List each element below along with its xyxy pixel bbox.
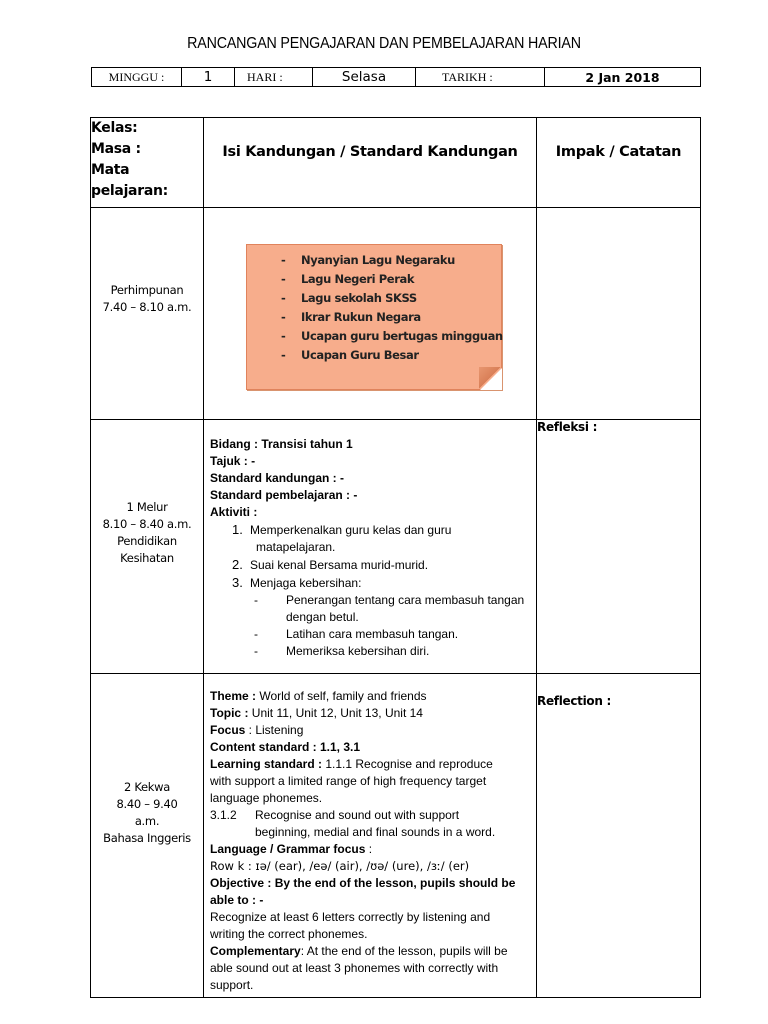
standard-kandungan: Standard kandungan : - — [210, 471, 345, 485]
slot-time: 8.40 – 9.40 — [116, 796, 178, 811]
slot-subject: Bahasa Inggeris — [103, 830, 191, 845]
column-head-kelas — [91, 118, 204, 208]
list-item: - Ikrar Rukun Negara — [281, 310, 421, 324]
assembly-remark-cell — [537, 208, 701, 420]
bidang: Bidang : Transisi tahun 1 — [210, 437, 353, 451]
health-content-cell — [204, 420, 537, 674]
focus: Focus : Listening — [210, 723, 304, 737]
slot-subject-1: Pendidikan — [117, 533, 177, 548]
header-table — [91, 67, 701, 87]
slot-time-suffix: a.m. — [134, 813, 160, 828]
tarikh-label: TARIKH : — [416, 68, 545, 87]
tajuk: Tajuk : - — [210, 454, 256, 468]
learning-standard-line-2: with support a limited range of high frequency target — [210, 774, 487, 788]
head-pelajaran: pelajaran: — [91, 183, 168, 199]
english-content-cell — [204, 674, 537, 998]
learning-standard-312: 3.1.2 Recognise and sound out with support — [210, 808, 460, 822]
recognize: Recognize at least 6 letters correctly by listening and — [210, 910, 491, 924]
row-k: Row k : ɪə/ (ear), /eə/ (air), /ʊə/ (ure), /ɜː/ (er) — [210, 859, 470, 873]
complementary-line-2: able sound out at least 3 phonemes with correctly with — [210, 961, 499, 975]
theme: Theme : World of self, family and friends — [210, 689, 427, 703]
sub-item: - Penerangan tentang cara membasuh tangan — [254, 593, 525, 607]
head-masa: Masa : — [91, 141, 141, 157]
list-item: 3. Menjaga kebersihan: — [232, 575, 362, 590]
learning-standard-312-line-2: beginning, medial and final sounds in a word. — [255, 825, 496, 839]
slot-perhimpunan — [91, 208, 204, 420]
list-item: - Ucapan guru bertugas mingguan — [281, 329, 503, 343]
head-kelas: Kelas: — [91, 120, 138, 136]
slot-class: 2 Kekwa — [123, 779, 171, 794]
sub-item: - Latihan cara membasuh tangan. — [254, 627, 459, 641]
list-item: 1. Memperkenalkan guru kelas dan guru — [232, 522, 452, 537]
topic: Topic : Unit 11, Unit 12, Unit 13, Unit 14 — [210, 706, 423, 720]
lesson-plan-table — [90, 117, 701, 998]
sub-list — [232, 592, 536, 660]
document-title: RANCANGAN PENGAJARAN DAN PEMBELAJARAN HARIAN — [187, 35, 581, 52]
hari-label: HARI : — [235, 68, 313, 87]
aktiviti: Aktiviti : — [210, 505, 258, 519]
slot-2-kekwa — [91, 674, 204, 998]
list-item: 2. Suai kenal Bersama murid-murid. — [232, 557, 429, 572]
assembly-content-cell — [204, 208, 537, 420]
sub-item: - Memeriksa kebersihan diri. — [254, 644, 430, 658]
refleksi-cell: Refleksi : — [537, 420, 701, 674]
activity-list — [210, 521, 536, 660]
hari-value: Selasa — [313, 68, 416, 87]
complementary: Complementary: At the end of the lesson, pupils will be — [210, 944, 508, 958]
column-head-impak: Impak / Catatan — [537, 118, 701, 208]
list-item: - Lagu sekolah SKSS — [281, 291, 417, 305]
objective: Objective : By the end of the lesson, pupils should be — [210, 876, 516, 890]
minggu-label: MINGGU : — [92, 68, 182, 87]
head-mata: Mata — [91, 162, 130, 178]
sticky-note — [246, 244, 502, 390]
learning-standard-line-3: language phonemes. — [210, 791, 323, 805]
slot-time: 7.40 – 8.10 a.m. — [102, 299, 192, 314]
sub-item-continued: dengan betul. — [286, 610, 359, 624]
learning-standard: Learning standard : 1.1.1 Recognise and reproduce — [210, 757, 493, 771]
list-item: - Lagu Negeri Perak — [281, 272, 415, 286]
reflection-cell: Reflection : — [537, 674, 701, 998]
column-head-isi-kandungan: Isi Kandungan / Standard Kandungan — [204, 118, 537, 208]
slot-1-melur — [91, 420, 204, 674]
content-standard: Content standard : 1.1, 3.1 — [210, 740, 361, 754]
complementary-line-3: support. — [210, 978, 254, 992]
list-item: - Nyanyian Lagu Negaraku — [281, 253, 455, 267]
minggu-value: 1 — [182, 68, 235, 87]
list-item-continued: matapelajaran. — [256, 540, 336, 554]
slot-name: Perhimpunan — [110, 282, 184, 297]
note-fold-shadow — [479, 367, 501, 389]
language-focus: Language / Grammar focus : — [210, 842, 373, 856]
slot-time: 8.10 – 8.40 a.m. — [102, 516, 192, 531]
objective-line-2: able to : - — [210, 893, 264, 907]
assembly-list — [281, 251, 503, 365]
slot-class: 1 Melur — [126, 499, 168, 514]
slot-subject-2: Kesihatan — [120, 550, 174, 565]
list-item: - Ucapan Guru Besar — [281, 348, 419, 362]
tarikh-value: 2 Jan 2018 — [545, 68, 701, 87]
standard-pembelajaran: Standard pembelajaran : - — [210, 488, 358, 502]
recognize-line-2: writing the correct phonemes. — [210, 927, 368, 941]
